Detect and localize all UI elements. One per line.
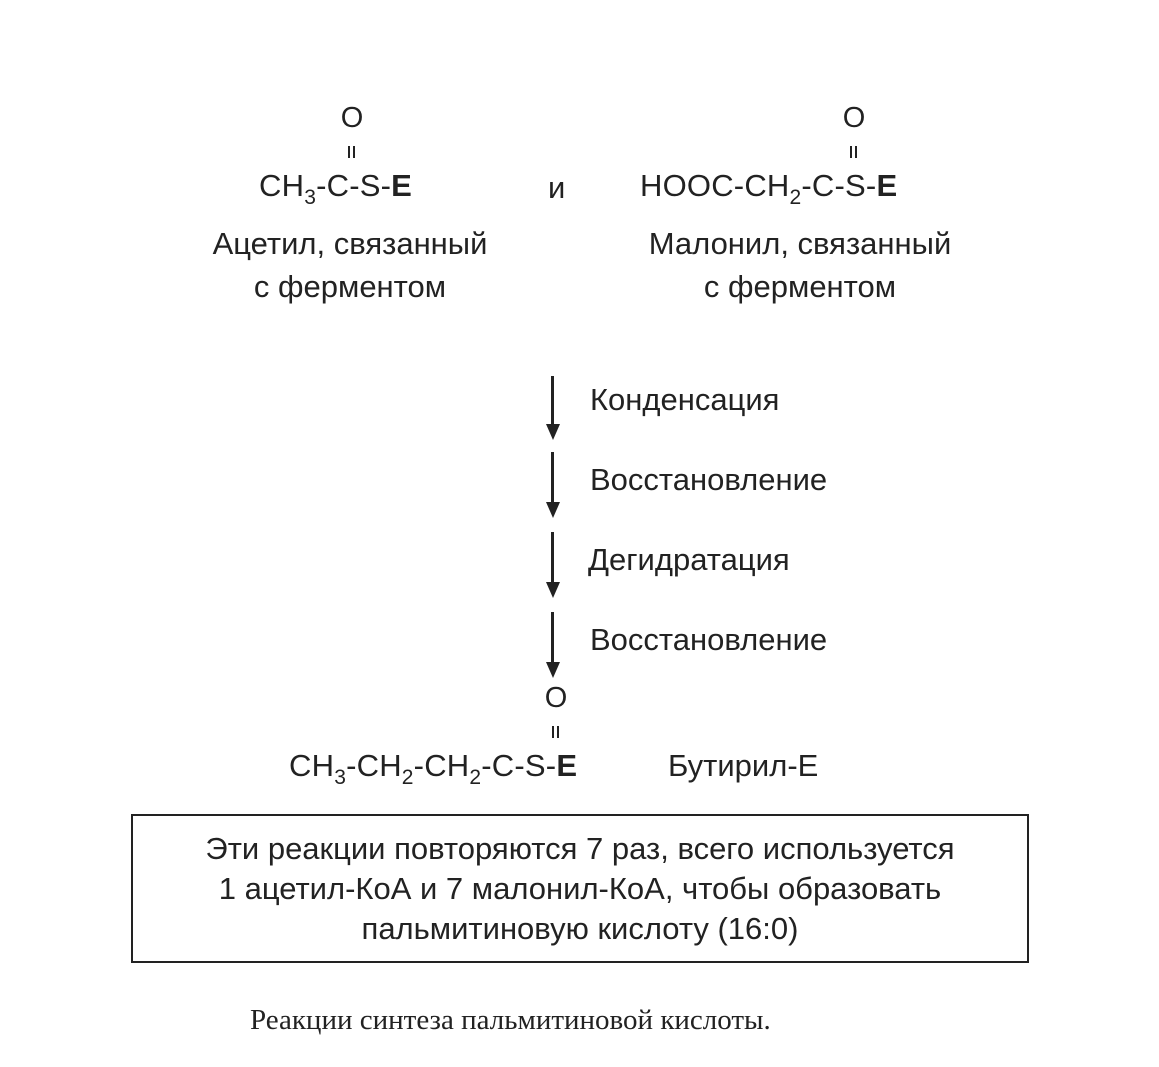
formula-part: -C-S-: [801, 168, 877, 203]
formula-part: CH: [289, 748, 335, 783]
summary-line: Эти реакции повторяются 7 раз, всего используется: [205, 830, 955, 866]
summary-box: [131, 814, 1029, 963]
malonyl-formula: [640, 168, 898, 209]
arrow-down-icon: [546, 662, 560, 678]
conjunction-and: и: [548, 170, 566, 205]
arrow-shaft: [551, 612, 554, 664]
arrow-down-icon: [546, 502, 560, 518]
formula-part: -CH: [346, 748, 402, 783]
malonyl-carbonyl-oxygen: O: [842, 102, 866, 134]
acetyl-carbonyl-oxygen: O: [340, 102, 364, 134]
formula-subscript: 3: [334, 766, 347, 789]
figure-caption: Реакции синтеза пальмитиновой кислоты.: [250, 1004, 771, 1036]
acetyl-caption-line: Ацетил, связанный: [212, 226, 488, 261]
arrow-shaft: [551, 532, 554, 584]
acetyl-caption: [180, 222, 520, 308]
butyryl-name: Бутирил-Е: [668, 748, 819, 783]
enzyme-label: E: [391, 168, 413, 203]
arrow-down-icon: [546, 582, 560, 598]
formula-subscript: 2: [401, 766, 414, 789]
step-label: Конденсация: [590, 382, 780, 417]
formula-part: -C-S-: [481, 748, 557, 783]
formula-part: CH: [259, 168, 305, 203]
arrow-shaft: [551, 452, 554, 504]
formula-subscript: 2: [469, 766, 482, 789]
enzyme-label: E: [876, 168, 898, 203]
formula-part: -CH: [413, 748, 470, 783]
malonyl-double-bond: [850, 146, 857, 158]
acetyl-formula: [259, 168, 413, 209]
formula-part: HOOC-CH: [640, 168, 790, 203]
malonyl-caption: [615, 222, 985, 308]
acetyl-caption-line: с ферментом: [253, 269, 447, 304]
formula-subscript: 2: [789, 186, 802, 209]
enzyme-label: E: [556, 748, 578, 783]
step-label: Дегидратация: [588, 542, 790, 577]
butyryl-formula: [289, 748, 578, 789]
summary-line: пальмитиновую кислоту (16:0): [361, 910, 799, 946]
malonyl-caption-line: Малонил, связанный: [648, 226, 952, 261]
formula-subscript: 3: [304, 186, 317, 209]
arrow-down-icon: [546, 424, 560, 440]
malonyl-caption-line: с ферментом: [703, 269, 897, 304]
step-label: Восстановление: [590, 622, 828, 657]
acetyl-double-bond: [348, 146, 355, 158]
arrow-shaft: [551, 376, 554, 426]
butyryl-double-bond: [552, 726, 559, 738]
butyryl-carbonyl-oxygen: O: [544, 682, 568, 714]
summary-line: 1 ацетил-КоА и 7 малонил-КоА, чтобы образовать: [218, 870, 942, 906]
step-label: Восстановление: [590, 462, 828, 497]
formula-part: -C-S-: [316, 168, 392, 203]
